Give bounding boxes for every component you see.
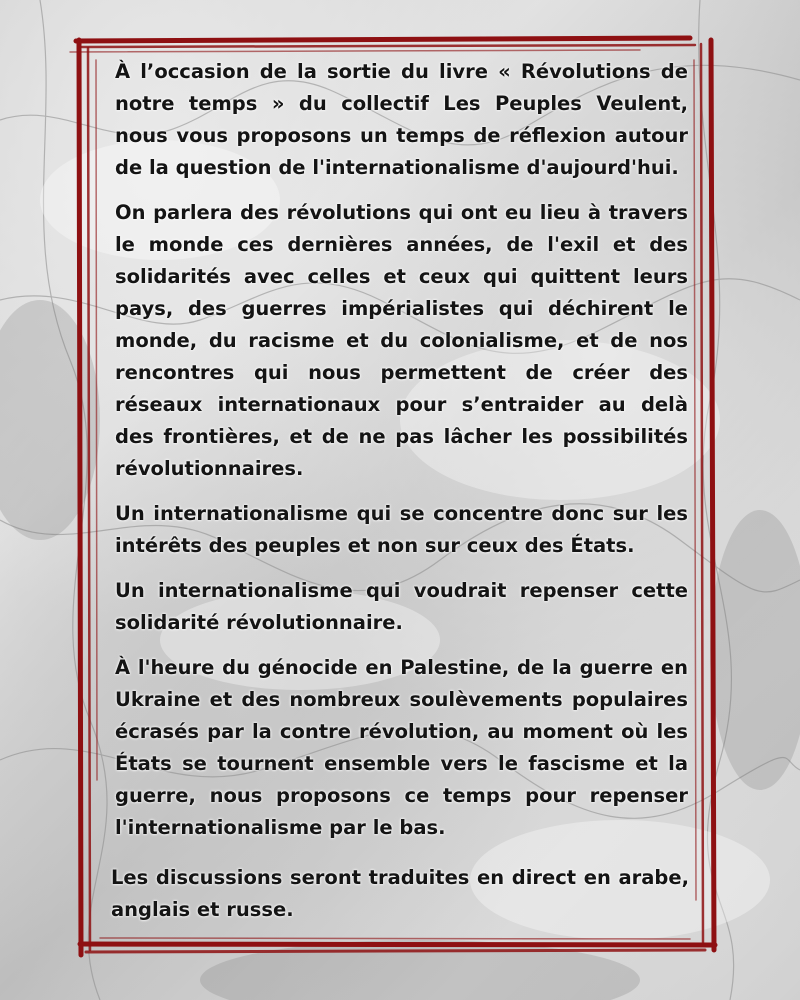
topics-paragraph: On parlera des révolutions qui ont eu lieu à travers le monde ces dernières années, de l'exil et des solidarités avec celles et ceux qui quittent leurs pays, des guerres impérialistes qui déchirent le monde, du racisme et du colonialisme, et de nos rencontres qui nous permettent de créer des réseaux internationaux pour s’entraider au delà des frontières, et de ne pas lâcher les possibilités révolutionnaires. <box>115 201 688 480</box>
solidarity-paragraph: Un internationalisme qui voudrait repenser cette solidarité révolutionnaire. <box>115 579 688 634</box>
intro-paragraph: À l’occasion de la sortie du livre « Révolutions de notre temps » du collectif Les Peuples Veulent, nous vous proposons un temps de réflexion autour de la question de l'internationalisme d'aujourd'hui. <box>115 60 688 179</box>
context-paragraph: À l'heure du génocide en Palestine, de la guerre en Ukraine et des nombreux soulèvements populaires écrasés par la contre révolution, au moment où les États se tournent ensemble vers le fascisme et la guerre, nous proposons ce temps pour repenser l'internationalisme par le bas. <box>115 656 688 839</box>
flyer-text-block <box>111 56 689 939</box>
peoples-interests-paragraph: Un internationalisme qui se concentre donc sur les intérêts des peuples et non sur ceux des États. <box>115 502 688 557</box>
translation-note: Les discussions seront traduites en direct en arabe, anglais et russe. <box>111 866 689 921</box>
